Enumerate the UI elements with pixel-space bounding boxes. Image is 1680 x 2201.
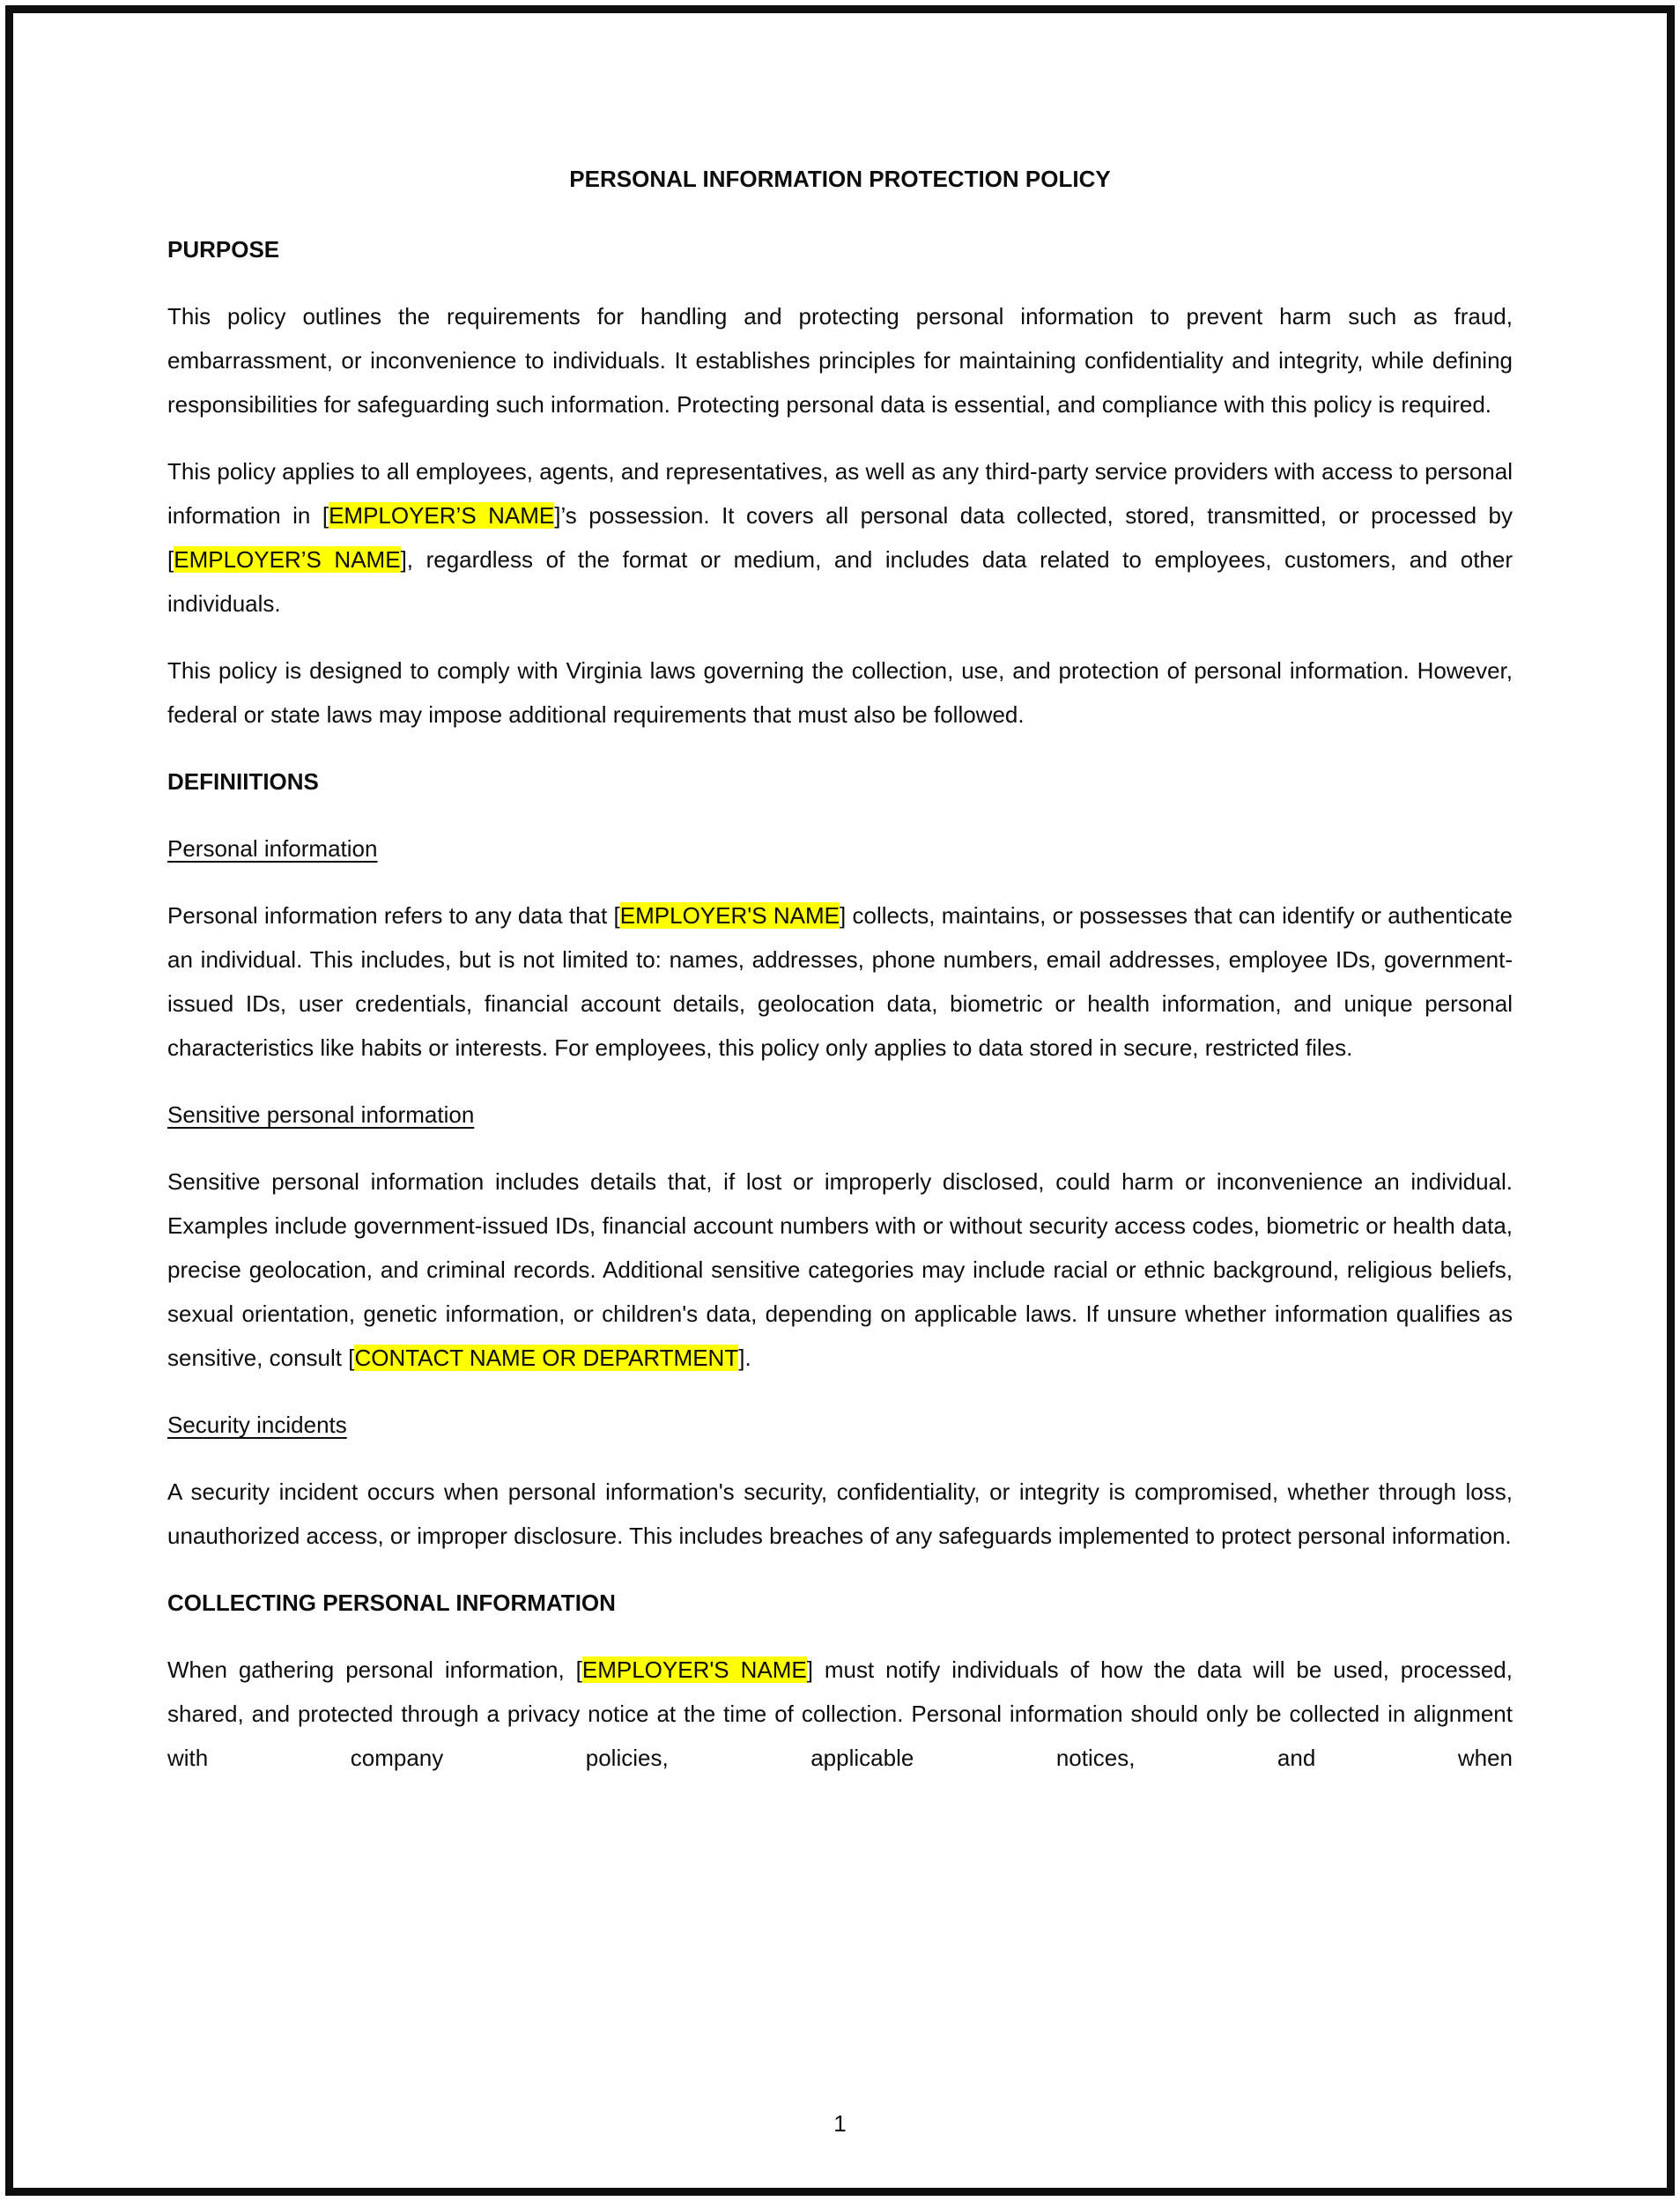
paragraph-text: When gathering personal information, [ — [167, 1656, 582, 1683]
sensitive-personal-information-paragraph — [167, 1160, 1513, 1380]
document-body — [167, 157, 1513, 1803]
paragraph-text: Personal information refers to any data that [ — [167, 902, 620, 929]
document-title: PERSONAL INFORMATION PROTECTION POLICY — [569, 166, 1111, 192]
highlighted-placeholder: EMPLOYER'S NAME — [619, 902, 840, 929]
paragraph-text: ]. — [738, 1345, 751, 1371]
page-number: 1 — [833, 2110, 847, 2137]
section-heading-collecting: COLLECTING PERSONAL INFORMATION — [167, 1590, 616, 1616]
highlighted-placeholder: EMPLOYER’S NAME — [174, 546, 401, 573]
purpose-paragraph-2 — [167, 449, 1513, 626]
subheading-personal-information: Personal information — [167, 835, 378, 862]
paragraph-text: ], regardless of the format or medium, and includes data related to employees, customers, and other individuals. — [167, 546, 1513, 617]
paragraph-text: ]’s possession. It covers all personal data collected, stored, transmitted, or processed by [ — [167, 502, 1513, 573]
purpose-paragraph-3: This policy is designed to comply with Virginia laws governing the collection, use, and protection of personal information. However, federal or state laws may impose additional requirements that must also be followed. — [167, 657, 1513, 728]
highlighted-placeholder: EMPLOYER’S NAME — [329, 502, 555, 529]
highlighted-placeholder: CONTACT NAME OR DEPARTMENT — [354, 1345, 739, 1371]
paragraph-text: ] collects, maintains, or possesses that can identify or authenticate an individual. This includes, but is not limited to: names, addresses, phone numbers, email addresses, employee IDs, government-issued IDs, user credentials, financial account details, geolocation data, biometric or health information, and unique personal characteristics like habits or interests. For employees, this policy only applies to data stored in secure, restricted files. — [167, 902, 1513, 1061]
personal-information-paragraph — [167, 893, 1513, 1070]
security-incidents-paragraph: A security incident occurs when personal information's security, confidentiality, or integrity is compromised, whether through loss, unauthorized access, or improper disclosure. This includes breaches of any safeguards implemented to protect personal information. — [167, 1478, 1513, 1549]
purpose-paragraph-1: This policy outlines the requirements for handling and protecting personal information to prevent harm such as fraud, embarrassment, or inconvenience to individuals. It establishes principles for maintaining confidentiality and integrity, while defining responsibilities for safeguarding such information. Protecting personal data is essential, and compliance with this policy is required. — [167, 303, 1513, 418]
paragraph-text: Sensitive personal information includes details that, if lost or improperly disclosed, could harm or inconvenience an individual. Examples include government-issued IDs, financial account numbers with or without security access codes, biometric or health data, precise geolocation, and criminal records. Additional sensitive categories may include racial or ethnic background, religious beliefs, sexual orientation, genetic information, or children's data, depending on applicable laws. If unsure whether information qualifies as sensitive, consult [ — [167, 1168, 1513, 1371]
paragraph-text: This policy applies to all employees, agents, and representatives, as well as any third-party service providers with access to personal information in [ — [167, 458, 1513, 529]
highlighted-placeholder: EMPLOYER'S NAME — [581, 1656, 807, 1683]
section-heading-definitions: DEFINIITIONS — [167, 768, 319, 795]
subheading-security-incidents: Security incidents — [167, 1412, 347, 1438]
collecting-paragraph — [167, 1648, 1513, 1780]
subheading-sensitive-personal-information: Sensitive personal information — [167, 1101, 475, 1128]
paragraph-text: ] must notify individuals of how the data will be used, processed, shared, and protected through a privacy notice at the time of collection. Personal information should only be collected in alignment with company policies, applicable notices, and when — [167, 1656, 1513, 1771]
section-heading-purpose: PURPOSE — [167, 236, 280, 263]
